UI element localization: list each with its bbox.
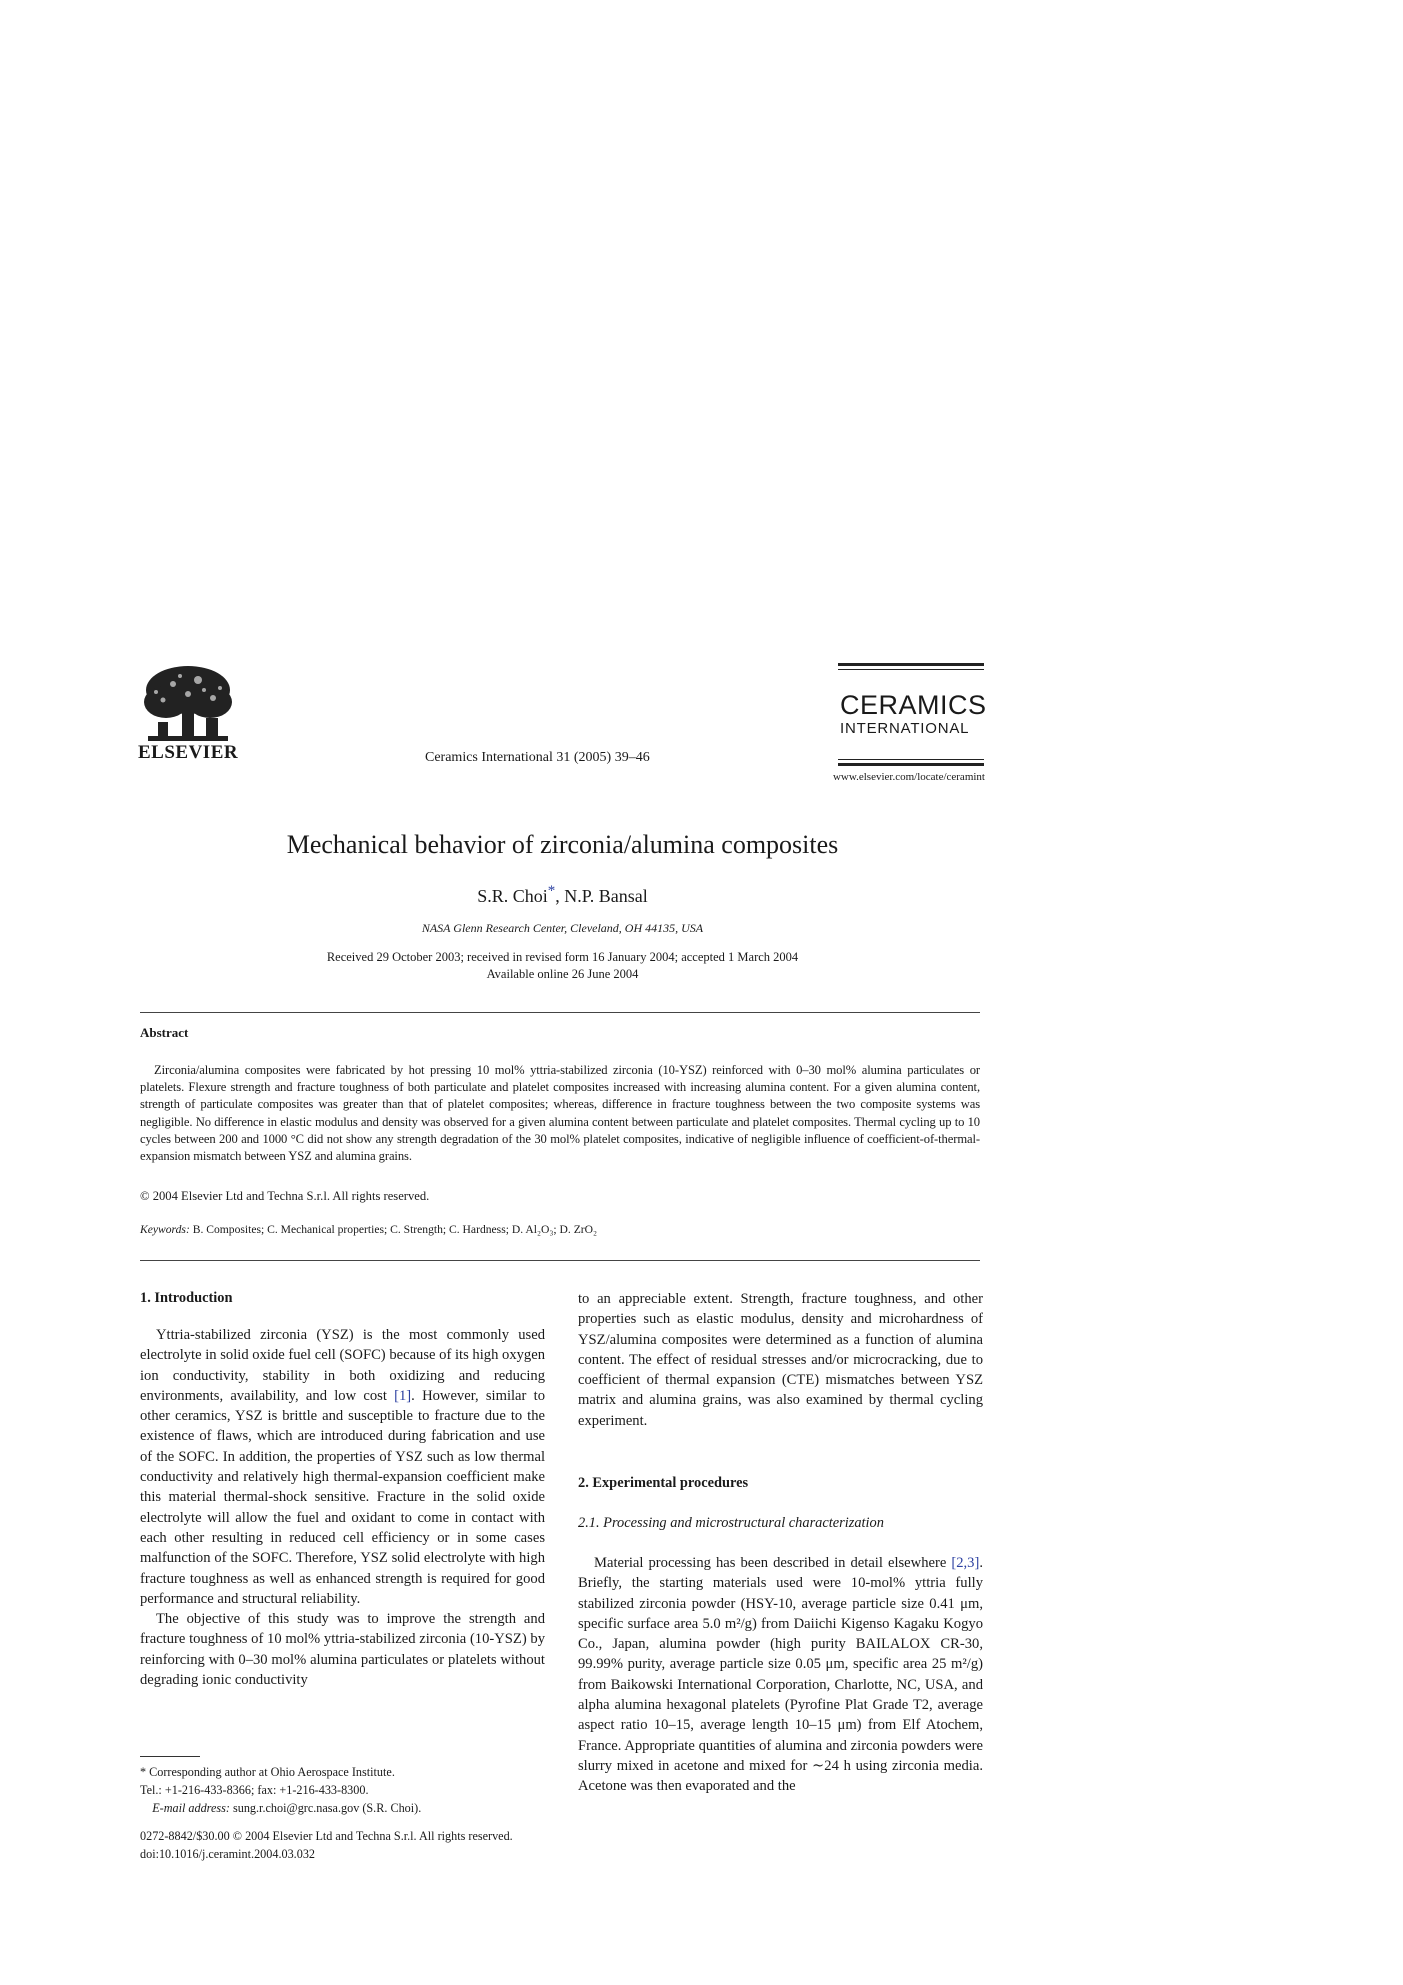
divider [140, 1260, 980, 1261]
paragraph-text: . Briefly, the starting materials used were 10-mol% yttria fully stabilized zirconia powder (HSY-10, average particle size 0.41 μm, specific surface area 5.0 m²/g) from Daiichi Kigenso Kagaku Kogyo Co., Japan, alumina powder (high purity BAILALOX CR-30, 99.99% purity, average particle size 0.05 μm, specific area 25 m²/g) from Baikowski International Corporation, Charlotte, NC, USA, and alpha alumina hexagonal platelets (Pyrofine Plat Grade T2, average aspect ratio 10–15, average length 10–15 μm) from Elf Atochem, France. Appropriate quantities of alumina and zirconia powders were slurry mixed in acetone and mixed for ∼24 h using zirconia media. Acetone was then evaporated and the [578, 1555, 983, 1795]
paragraph-text: Yttria-stabilized zirconia (YSZ) is the most commonly used electrolyte in solid oxide fuel cell (SOFC) because of its high oxygen ion conductivity, stability in both oxidizing and reducing environments, availability, and low cost [140, 1327, 545, 1404]
publisher-name: ELSEVIER [138, 742, 239, 763]
elsevier-tree-logo [138, 662, 238, 752]
abstract-copyright: © 2004 Elsevier Ltd and Techna S.r.l. All rights reserved. [140, 1189, 430, 1203]
paragraph-text: . However, similar to other ceramics, YSZ is brittle and susceptible to fracture due to the existence of flaws, which are introduced during fabrication and use of the SOFC. In addition, the properties of YSZ such as low thermal conductivity and relatively high thermal-expansion coefficient make this material thermal-shock sensitive. Fracture in the solid oxide electrolyte will allow the fuel and oxidant to come in contact with each other resulting in reduced cell efficiency or in some cases malfunction of the SOFC. Therefore, YSZ solid electrolyte with high fracture toughness as well as enhanced strength is required for good performance and structural reliability. [140, 1387, 545, 1607]
section-heading-experimental: 2. Experimental procedures [578, 1475, 749, 1491]
section-heading-introduction: 1. Introduction [140, 1290, 233, 1306]
journal-url-link[interactable]: www.elsevier.com/locate/ceramint [832, 771, 985, 783]
right-column [578, 1289, 983, 1431]
received-dates: Received 29 October 2003; received in revised form 16 January 2004; accepted 1 March 2004 [326, 950, 799, 964]
online-date: Available online 26 June 2004 [486, 967, 639, 981]
journal-rule [838, 669, 984, 670]
journal-rule [838, 663, 984, 666]
abstract-heading: Abstract [140, 1025, 189, 1040]
author-name: , N.P. Bansal [555, 886, 648, 906]
paragraph: to an appreciable extent. Strength, fracture toughness, and other properties such as elastic modulus, density and microhardness of YSZ/alumina composites were determined as a function of alumina content. The effect of residual stresses and/or microcracking, due to coefficient of thermal expansion (CTE) mismatches between YSZ matrix and alumina grains, was also examined by thermal cycling experiment. [578, 1291, 983, 1429]
journal-rule [838, 759, 984, 760]
paragraph [140, 1325, 545, 1609]
footnote-rule [140, 1756, 200, 1757]
footnotes [140, 1763, 560, 1817]
corresponding-author-mark[interactable]: * [547, 883, 556, 899]
paragraph [578, 1553, 983, 1797]
keywords-label: Keywords: [140, 1223, 190, 1236]
author-name: S.R. Choi [477, 886, 548, 906]
divider [140, 1012, 980, 1013]
email-label: E-mail address: [152, 1801, 230, 1815]
abstract-text: Zirconia/alumina composites were fabricated by hot pressing 10 mol% yttria-stabilized zirconia (10-YSZ) reinforced with 0–30 mol% alumina particulates or platelets. Flexure strength and fracture toughness of both particulate and platelet composites increased with increasing alumina content. For a given alumina content, strength of particulate composites was greater than that of platelet composites; whereas, difference in fracture toughness between the two composite systems was negligible. No difference in elastic modulus and density was observed for a given alumina content between particulate and platelet composites. Thermal cycling up to 10 cycles between 200 and 1000 °C did not show any strength degradation of the 30 mol% platelet composites, indicative of negligible influence of coefficient-of-thermal-expansion mismatch between YSZ and alumina grains. [140, 1063, 980, 1164]
journal-name-subtitle: INTERNATIONAL [840, 720, 970, 737]
right-column-continued [578, 1553, 983, 1797]
footnote-email [140, 1799, 560, 1817]
journal-reference: Ceramics International 31 (2005) 39–46 [425, 750, 650, 765]
citation-link[interactable]: [2,3] [951, 1555, 980, 1571]
issn-copyright: 0272-8842/$30.00 © 2004 Elsevier Ltd and Techna S.r.l. All rights reserved. [140, 1829, 513, 1843]
keywords [140, 1223, 597, 1236]
citation-link[interactable]: [1] [394, 1387, 412, 1404]
subsection-heading: 2.1. Processing and microstructural characterization [578, 1515, 884, 1531]
author-list [140, 883, 985, 907]
footnote-corresponding: * Corresponding author at Ohio Aerospace Institute. [140, 1765, 395, 1779]
left-column [140, 1325, 545, 1690]
footnote-phone: Tel.: +1-216-433-8366; fax: +1-216-433-8300. [140, 1783, 369, 1797]
article-dates [140, 949, 985, 983]
article-title: Mechanical behavior of zirconia/alumina composites [286, 830, 839, 859]
page-footer [140, 1827, 513, 1863]
journal-rule [838, 763, 984, 766]
affiliation: NASA Glenn Research Center, Cleveland, OH 44135, USA [421, 921, 704, 935]
doi[interactable]: doi:10.1016/j.ceramint.2004.03.032 [140, 1847, 316, 1861]
keywords-list: B. Composites; C. Mechanical properties; C. Strength; C. Hardness; D. Al₂O₃; D. ZrO₂ [189, 1223, 598, 1236]
email-address[interactable]: sung.r.choi@grc.nasa.gov (S.R. Choi). [229, 1801, 422, 1815]
journal-name: CERAMICS [840, 690, 987, 720]
paragraph: The objective of this study was to improve the strength and fracture toughness of 10 mol% yttria-stabilized zirconia (10-YSZ) by reinforcing with 0–30 mol% alumina particulates or platelets without degrading ionic conductivity [140, 1611, 545, 1689]
paragraph-text: Material processing has been described in detail elsewhere [594, 1555, 952, 1571]
